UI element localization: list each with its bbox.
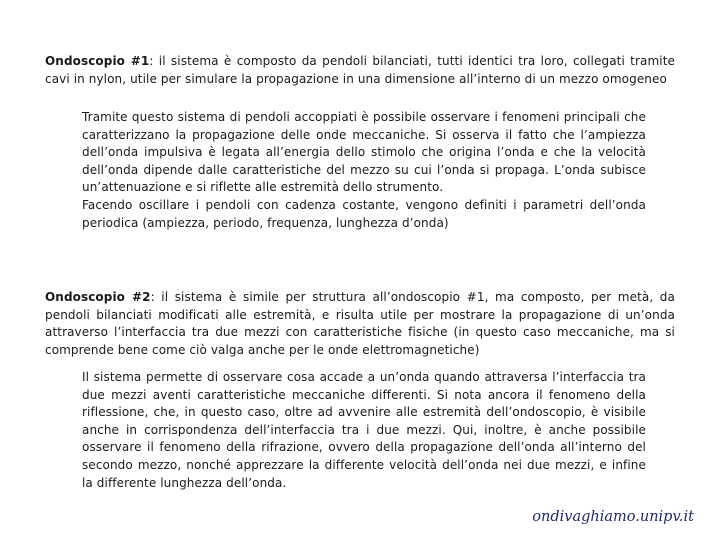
section-2-description	[82, 369, 646, 492]
section-2-intro	[45, 289, 675, 359]
footer-site-link[interactable]: ondivaghiamo.unipv.it	[532, 509, 694, 525]
section-2-paragraph-1: Il sistema permette di osservare cosa accade a un’onda quando attraversa l’interfaccia tra due mezzi aventi caratteristiche meccaniche differenti. Si nota ancora il fenomeno della riflessione, che, in questo caso, oltre ad avvenire alle estremità dell’ondoscopio, è visibile anche in corrispondenza dell’interfaccia tra i due mezzi. Qui, inoltre, è anche possibile osservare il fenomeno della rifrazione, ovvero della propagazione dell’onda all’interno del secondo mezzo, nonché apprezzare la differente velocità dell’onda nei due mezzi, e infine la differente lunghezza dell’onda.	[82, 370, 646, 490]
section-2-intro-text: : il sistema è simile per struttura all’ondoscopio #1, ma composto, per metà, da pendoli bilanciati modificati alle estremità, e risulta utile per mostrare la propagazione di un’onda attraverso l’interfaccia tra due mezzi con caratteristiche fisiche (in questo caso meccaniche, ma si comprende bene come ciò valga anche per le onde elettromagnetiche)	[45, 290, 675, 357]
section-2-title: Ondoscopio #2	[45, 290, 151, 304]
section-1-paragraph-1: Tramite questo sistema di pendoli accoppiati è possibile osservare i fenomeni principali che caratterizzano la propagazione delle onde meccaniche. Si osserva il fatto che l’ampiezza dell’onda impulsiva è legata all’energia dello stimolo che origina l’onda e che la velocità dell’onda dipende dalle caratteristiche del mezzo su cui l’onda si propaga. L’onda subisce un’attenuazione e si riflette alle estremità dello strumento.	[82, 110, 646, 195]
section-1-description	[82, 109, 646, 232]
section-1-paragraph-2: Facendo oscillare i pendoli con cadenza costante, vengono definiti i parametri dell’onda periodica (ampiezza, periodo, frequenza, lunghezza d’onda)	[82, 197, 646, 230]
section-1-intro-text: : il sistema è composto da pendoli bilanciati, tutti identici tra loro, collegati tramite cavi in nylon, utile per simulare la propagazione in una dimensione all’interno di un mezzo omogeneo	[45, 54, 675, 86]
section-1-title: Ondoscopio #1	[45, 54, 150, 68]
section-1-intro	[45, 53, 675, 88]
